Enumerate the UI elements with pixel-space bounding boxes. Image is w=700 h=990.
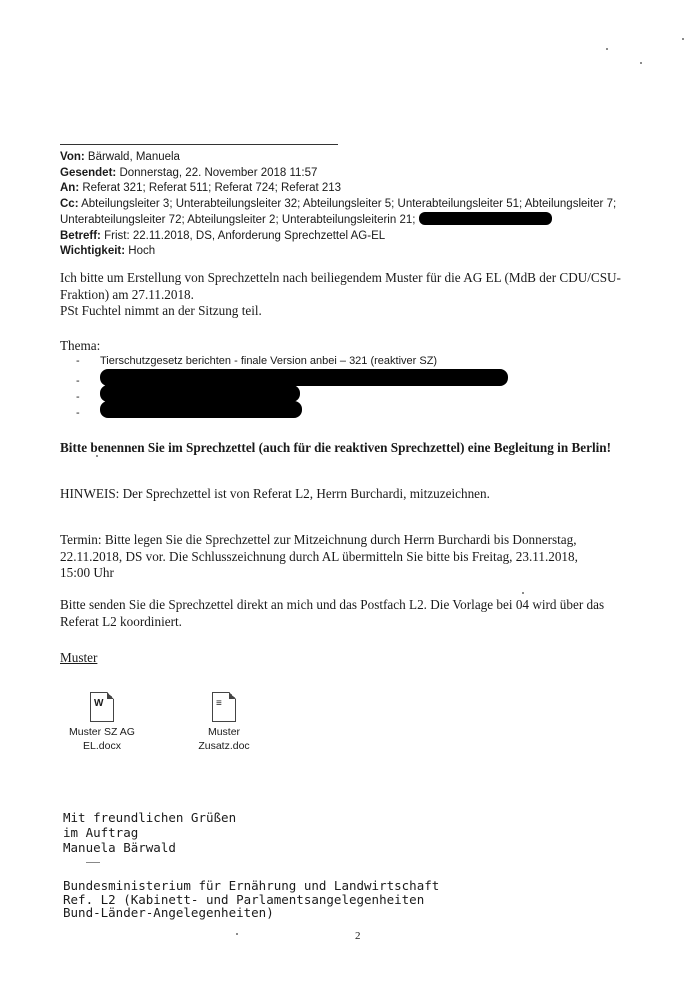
request-paragraph bbox=[60, 270, 670, 320]
cc-value-line1: Abteilungsleiter 3; Unterabteilungsleiter 32; Abteilungsleiter 5; Unterabteilungsleiter 51; Abteilungsleiter 7; bbox=[81, 197, 617, 210]
to-label: An: bbox=[60, 182, 80, 194]
list-dash: - bbox=[76, 407, 80, 419]
header-separator-line bbox=[60, 144, 338, 145]
importance-value: Hoch bbox=[128, 245, 156, 257]
ministry-name: Bundesministerium für Ernährung und Landwirtschaft bbox=[63, 878, 440, 893]
hinweis-paragraph: HINWEIS: Der Sprechzettel ist von Referat L2, Herrn Burchardi, mitzuzeichnen. bbox=[60, 486, 490, 501]
email-header bbox=[60, 150, 680, 260]
list-item bbox=[76, 401, 508, 417]
sent-label: Gesendet: bbox=[60, 166, 117, 179]
scan-speck bbox=[236, 933, 238, 935]
sent-value: Donnerstag, 22. November 2018 11:57 bbox=[119, 166, 318, 179]
scan-speck bbox=[640, 62, 642, 64]
thema-label: Thema: bbox=[60, 338, 101, 353]
im-auftrag-line: im Auftrag bbox=[63, 825, 139, 840]
from-row bbox=[60, 150, 680, 166]
page-number: 2 bbox=[355, 930, 361, 942]
scan-speck bbox=[682, 38, 684, 40]
from-label: Von: bbox=[60, 151, 85, 163]
thema-item-text: Tierschutzgesetz berichten - finale Version anbei – 321 (reaktiver SZ) bbox=[100, 355, 438, 367]
request-line-3: PSt Fuchtel nimmt an der Sitzung teil. bbox=[60, 303, 262, 318]
send-line-2: Referat L2 koordiniert. bbox=[60, 613, 182, 629]
list-dash: - bbox=[76, 375, 80, 387]
signature-block bbox=[63, 810, 236, 855]
attachment-name-line1: Muster SZ AG bbox=[69, 726, 135, 738]
department-line: Ref. L2 (Kabinett- und Parlamentsangelegenheiten bbox=[63, 891, 425, 907]
deadline-line-2: 22.11.2018, DS vor. Die Schlusszeichnung durch AL übermitteln Sie bitte bis Freitag, 23.11.2018, bbox=[60, 548, 578, 564]
cc-label: Cc: bbox=[60, 197, 79, 210]
request-line-2: Fraktion) am 27.11.2018. bbox=[60, 286, 194, 302]
to-value: Referat 321; Referat 511; Referat 724; Referat 213 bbox=[82, 182, 342, 194]
thema-list bbox=[76, 353, 508, 417]
doc-file-icon bbox=[212, 692, 236, 722]
attachment-name-line2: Zusatz.doc bbox=[198, 739, 250, 752]
attachment-name-line2: EL.docx bbox=[83, 739, 121, 752]
cc-row-continued bbox=[60, 212, 680, 229]
list-dash: - bbox=[76, 391, 80, 403]
attachment-name-line1: Muster bbox=[207, 726, 241, 738]
signature-divider bbox=[86, 862, 100, 863]
attachment-muster-zusatz[interactable] bbox=[184, 692, 264, 753]
from-value: Bärwald, Manuela bbox=[87, 151, 180, 163]
scan-speck bbox=[522, 592, 524, 594]
send-line-1: Bitte senden Sie die Sprechzettel direkt an mich und das Postfach L2. Die Vorlage bei 04 wird über das bbox=[60, 597, 605, 612]
scan-speck bbox=[96, 455, 98, 457]
redaction-bar bbox=[100, 369, 508, 386]
signer-name: Manuela Bärwald bbox=[63, 840, 176, 855]
list-item bbox=[76, 385, 508, 401]
sent-row bbox=[60, 166, 680, 182]
redaction-bar bbox=[100, 401, 302, 418]
list-dash: - bbox=[76, 355, 80, 367]
muster-heading: Muster bbox=[60, 650, 98, 665]
deadline-line-1: Termin: Bitte legen Sie die Sprechzettel zur Mitzeichnung durch Herrn Burchardi bis Donnerstag, bbox=[60, 532, 577, 547]
importance-label: Wichtigkeit: bbox=[60, 245, 126, 257]
organization-block bbox=[63, 879, 439, 920]
deadline-line-3: 15:00 Uhr bbox=[60, 565, 114, 580]
redaction-bar bbox=[419, 212, 552, 225]
send-instructions-paragraph bbox=[60, 597, 670, 630]
importance-row bbox=[60, 244, 680, 260]
subject-label: Betreff: bbox=[60, 229, 101, 242]
escort-paragraph: Bitte benennen Sie im Sprechzettel (auch für die reaktiven Sprechzettel) eine Begleitung in Berlin! bbox=[60, 440, 612, 455]
department-line-2: Bund-Länder-Angelegenheiten) bbox=[63, 905, 274, 920]
icon-glyph: W bbox=[94, 698, 104, 709]
icon-glyph: ≡ bbox=[216, 698, 222, 709]
to-row bbox=[60, 181, 680, 197]
attachment-muster-sz[interactable] bbox=[62, 692, 142, 753]
redaction-bar bbox=[100, 385, 300, 402]
cc-row bbox=[60, 197, 680, 213]
list-item bbox=[76, 353, 508, 369]
word-doc-icon bbox=[90, 692, 114, 722]
request-line-1: Ich bitte um Erstellung von Sprechzetteln nach beiliegendem Muster für die AG EL (MdB der CDU/CSU- bbox=[60, 270, 621, 285]
list-item bbox=[76, 369, 508, 385]
subject-value: Frist: 22.11.2018, DS, Anforderung Sprechzettel AG-EL bbox=[104, 229, 386, 242]
cc-value-line2: Unterabteilungsleiter 72; Abteilungsleiter 2; Unterabteilungsleiterin 21; bbox=[60, 214, 416, 226]
closing-line: Mit freundlichen Grüßen bbox=[63, 810, 237, 825]
subject-row bbox=[60, 229, 680, 245]
deadline-paragraph bbox=[60, 532, 670, 582]
scan-speck bbox=[606, 48, 608, 50]
